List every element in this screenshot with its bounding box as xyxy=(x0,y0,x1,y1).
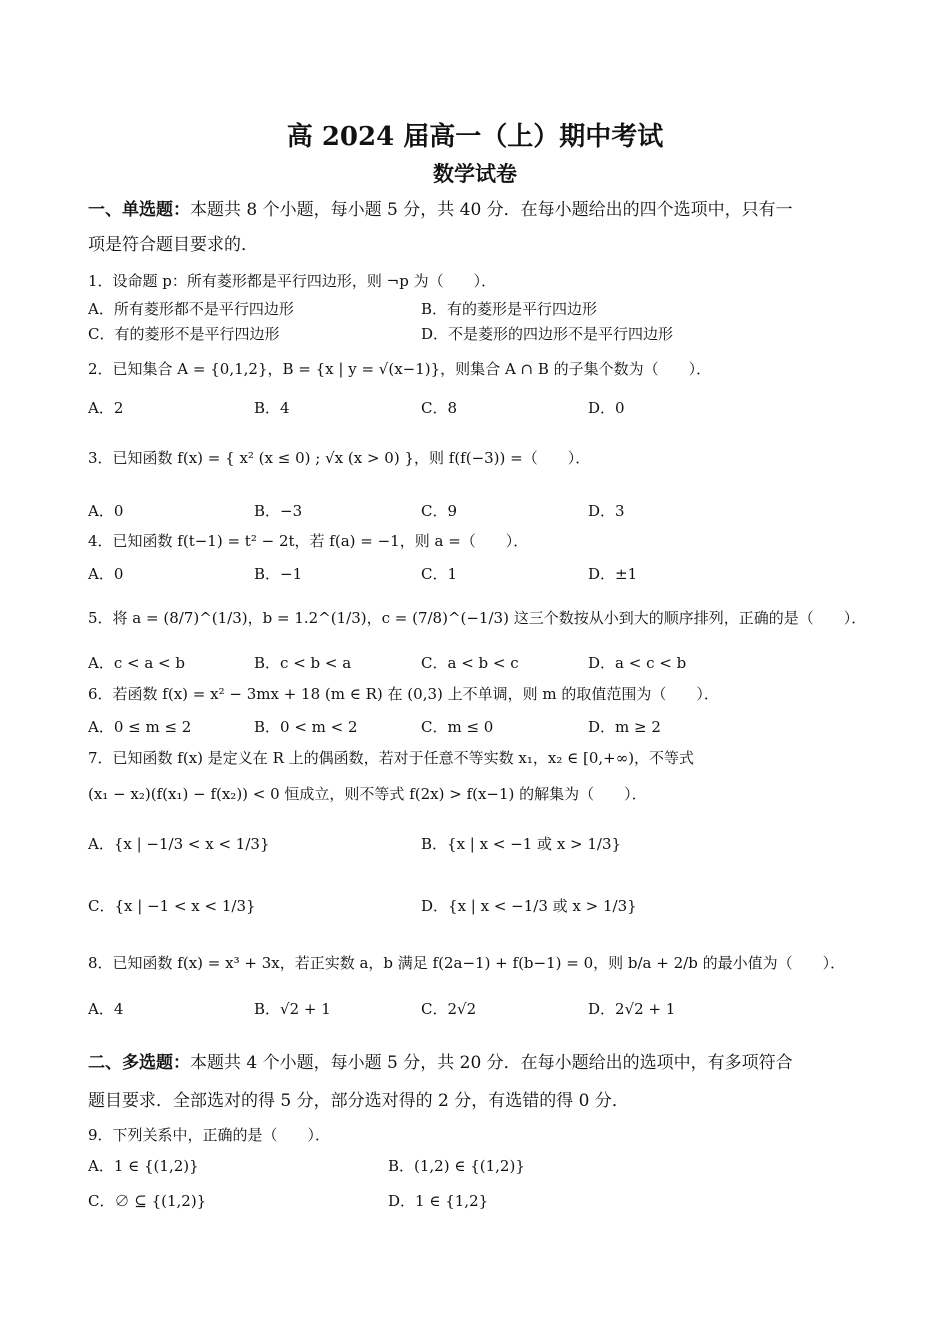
exam-subtitle: 数学试卷 xyxy=(433,161,517,186)
question-9-option-b: B．(1,2) ∈ {(1,2)} xyxy=(388,1157,525,1175)
question-2-option-c: C．8 xyxy=(421,399,458,417)
question-9-option-a: A．1 ∈ {(1,2)} xyxy=(88,1157,199,1175)
question-5-option-c: C．a < b < c xyxy=(421,654,519,672)
section-2-text: 本题共 4 个小题，每小题 5 分，共 20 分．在每小题给出的选项中，有多项符合 xyxy=(190,1053,793,1073)
question-3-option-b: B．−3 xyxy=(254,502,303,520)
question-2-option-d: D．0 xyxy=(588,399,625,417)
question-5-option-a: A．c < a < b xyxy=(88,654,185,672)
section-2-heading: 二、多选题： xyxy=(88,1053,190,1073)
question-3-option-d: D．3 xyxy=(588,502,625,520)
question-7-option-d: D．{x | x < −1/3 或 x > 1/3} xyxy=(421,897,637,915)
section-2-line2: 题目要求．全部选对的得 5 分，部分选对得的 2 分，有选错的得 0 分． xyxy=(88,1091,629,1111)
question-7-stem-continued: (x₁ − x₂)(f(x₁) − f(x₂)) < 0 恒成立，则不等式 f(2x) > f(x−1) 的解集为（ ）． xyxy=(88,785,647,803)
question-8-option-d: D．2√2 + 1 xyxy=(588,1000,676,1018)
question-5-stem: 5．将 a = (8/7)^(1/3)，b = 1.2^(1/3)，c = (7/8)^(−1/3) 这三个数按从小到大的顺序排列，正确的是（ ）． xyxy=(88,609,867,627)
question-5-option-b: B．c < b < a xyxy=(254,654,352,672)
question-6-option-b: B．0 < m < 2 xyxy=(254,718,358,736)
question-4-option-a: A．0 xyxy=(88,565,124,583)
question-9-stem: 9．下列关系中，正确的是（ ）． xyxy=(88,1126,331,1144)
question-1-option-d: D．不是菱形的四边形不是平行四边形 xyxy=(421,325,674,343)
section-1-line2: 项是符合题目要求的． xyxy=(88,235,258,255)
question-3-option-c: C．9 xyxy=(421,502,458,520)
question-1-option-c: C．有的菱形不是平行四边形 xyxy=(88,325,280,343)
question-7-option-c: C．{x | −1 < x < 1/3} xyxy=(88,897,256,915)
section-1-line1 xyxy=(88,195,793,220)
question-9-option-c: C．∅ ⊆ {(1,2)} xyxy=(88,1192,207,1210)
section-1-heading: 一、单选题： xyxy=(88,200,190,220)
question-4-option-b: B．−1 xyxy=(254,565,303,583)
question-6-stem: 6．若函数 f(x) = x² − 3mx + 18 (m ∈ R) 在 (0,3) 上不单调，则 m 的取值范围为（ ）． xyxy=(88,685,719,703)
exam-title: 高 2024 届高一（上）期中考试 xyxy=(286,122,664,152)
question-6-option-c: C．m ≤ 0 xyxy=(421,718,494,736)
question-8-option-a: A．4 xyxy=(88,1000,124,1018)
question-1-stem: 1．设命题 p：所有菱形都是平行四边形，则 ¬p 为（ ）． xyxy=(88,272,497,290)
question-3-option-a: A．0 xyxy=(88,502,124,520)
question-8-option-b: B．√2 + 1 xyxy=(254,1000,331,1018)
question-5-option-d: D．a < c < b xyxy=(588,654,687,672)
question-4-option-c: C．1 xyxy=(421,565,458,583)
question-2-stem: 2．已知集合 A = {0,1,2}，B = {x | y = √(x−1)}，则集合 A ∩ B 的子集个数为（ ）． xyxy=(88,360,712,378)
section-2-line1 xyxy=(88,1048,793,1073)
section-1-text: 本题共 8 个小题，每小题 5 分，共 40 分．在每小题给出的四个选项中，只有一 xyxy=(190,200,793,220)
question-4-option-d: D．±1 xyxy=(588,565,638,583)
question-7-stem: 7．已知函数 f(x) 是定义在 R 上的偶函数，若对于任意不等实数 x₁，x₂ ∈ [0,+∞)，不等式 xyxy=(88,749,695,767)
question-2-option-a: A．2 xyxy=(88,399,124,417)
question-8-stem: 8．已知函数 f(x) = x³ + 3x，若正实数 a，b 满足 f(2a−1) + f(b−1) = 0，则 b/a + 2/b 的最小值为（ ）． xyxy=(88,954,846,972)
question-6-option-a: A．0 ≤ m ≤ 2 xyxy=(88,718,192,736)
question-7-option-a: A．{x | −1/3 < x < 1/3} xyxy=(88,835,270,853)
question-9-option-d: D．1 ∈ {1,2} xyxy=(388,1192,489,1210)
question-6-option-d: D．m ≥ 2 xyxy=(588,718,661,736)
question-1-option-a: A．所有菱形都不是平行四边形 xyxy=(88,300,294,318)
question-2-option-b: B．4 xyxy=(254,399,290,417)
question-4-stem: 4．已知函数 f(t−1) = t² − 2t，若 f(a) = −1，则 a =（ ）． xyxy=(88,532,529,550)
question-8-option-c: C．2√2 xyxy=(421,1000,477,1018)
question-1-option-b: B．有的菱形是平行四边形 xyxy=(421,300,598,318)
question-7-option-b: B．{x | x < −1 或 x > 1/3} xyxy=(421,835,622,853)
question-3-stem: 3．已知函数 f(x) = { x² (x ≤ 0) ; √x (x > 0) }，则 f(f(−3)) =（ ）． xyxy=(88,449,591,467)
